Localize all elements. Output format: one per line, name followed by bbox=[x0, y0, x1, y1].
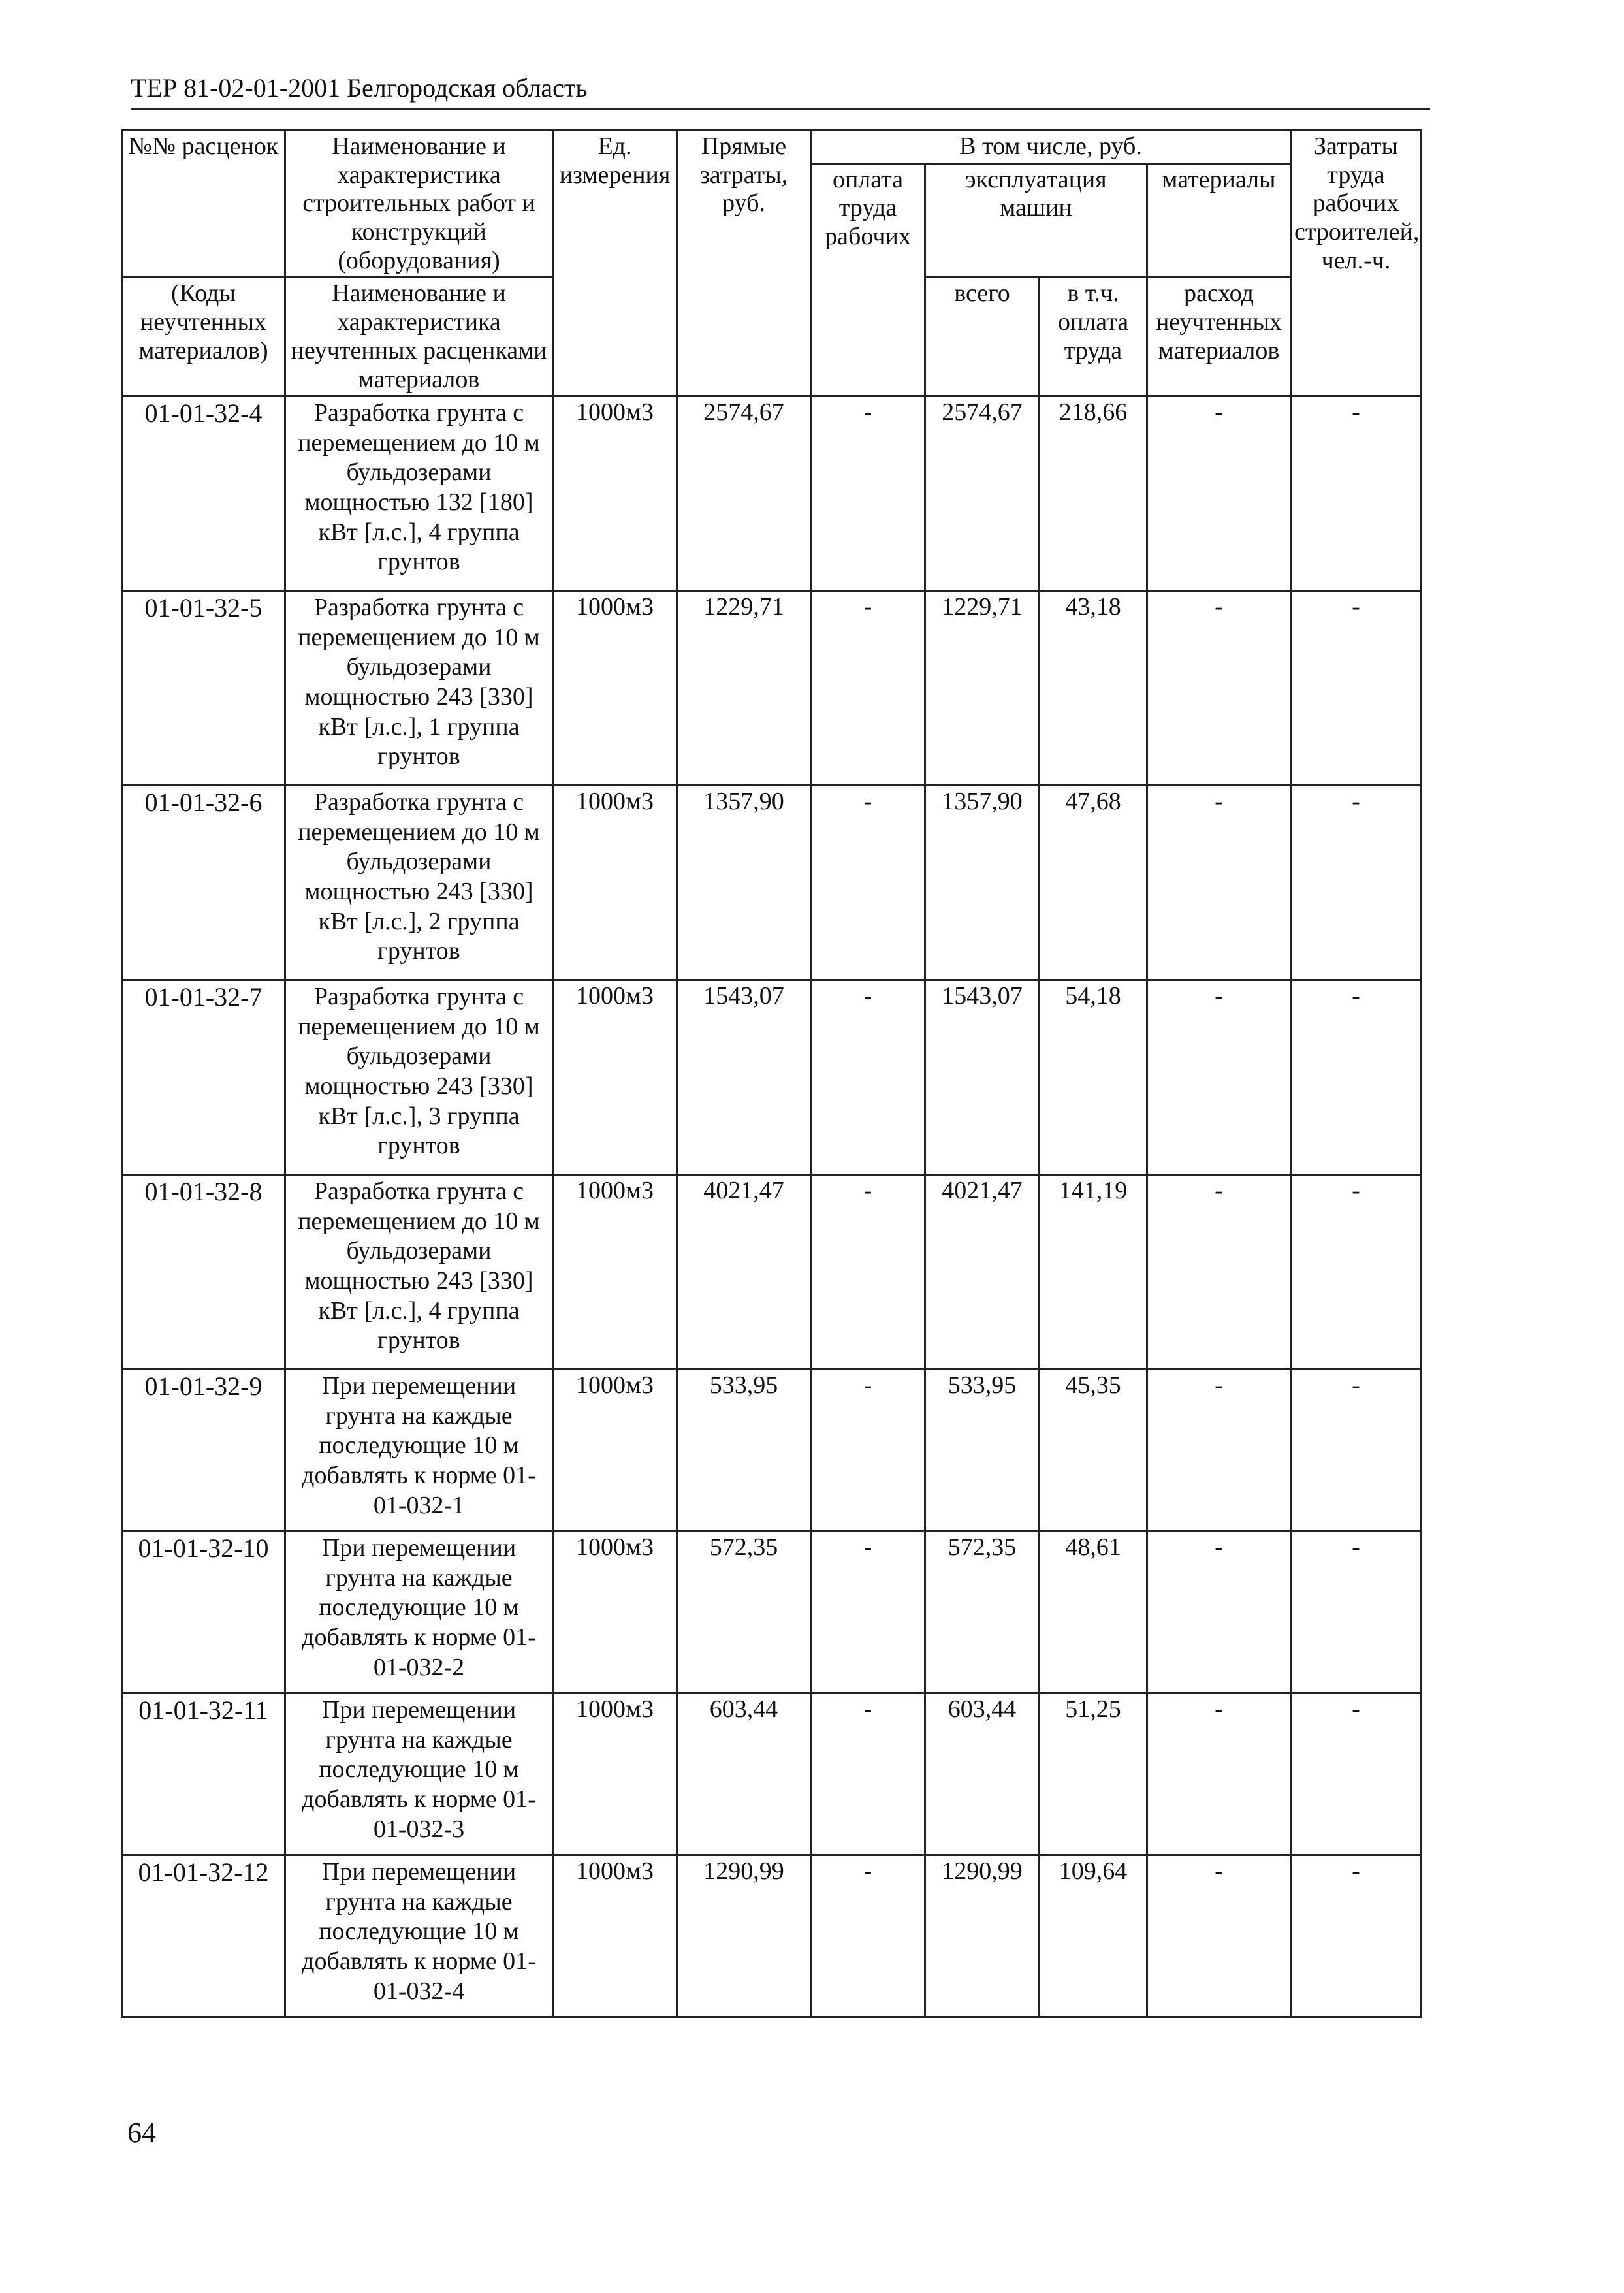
machines-wage: 45,35 bbox=[1040, 1370, 1147, 1531]
header-labor-costs: Затраты труда рабочих строителей, чел.-ч. bbox=[1291, 131, 1422, 396]
materials: - bbox=[1147, 1531, 1291, 1693]
materials: - bbox=[1147, 591, 1291, 786]
materials: - bbox=[1147, 1175, 1291, 1370]
rate-code: 01-01-32-4 bbox=[122, 396, 285, 591]
table-row bbox=[122, 1370, 1422, 1531]
rate-code: 01-01-32-7 bbox=[122, 980, 285, 1175]
rate-code: 01-01-32-11 bbox=[122, 1693, 285, 1855]
table-row bbox=[122, 1531, 1422, 1693]
materials: - bbox=[1147, 1370, 1291, 1531]
header-code: №№ расценок bbox=[122, 131, 285, 278]
header-worker-wage: оплата труда рабочих bbox=[811, 163, 925, 396]
rate-code: 01-01-32-5 bbox=[122, 591, 285, 786]
machines-wage: 51,25 bbox=[1040, 1693, 1147, 1855]
table-row bbox=[122, 1693, 1422, 1855]
machines-wage: 54,18 bbox=[1040, 980, 1147, 1175]
unit: 1000м3 bbox=[553, 1855, 677, 2017]
worker-wage: - bbox=[811, 786, 925, 980]
labor-costs: - bbox=[1291, 1693, 1422, 1855]
header-row-1 bbox=[122, 131, 1422, 164]
rate-description: При перемещении грунта на каждые последующие 10 м добавлять к норме 01-01-032-2 bbox=[285, 1531, 553, 1693]
worker-wage: - bbox=[811, 1370, 925, 1531]
labor-costs: - bbox=[1291, 1531, 1422, 1693]
rate-code: 01-01-32-6 bbox=[122, 786, 285, 980]
machines-total: 2574,67 bbox=[925, 396, 1040, 591]
unit: 1000м3 bbox=[553, 1531, 677, 1693]
machines-wage: 47,68 bbox=[1040, 786, 1147, 980]
materials: - bbox=[1147, 1855, 1291, 2017]
materials: - bbox=[1147, 786, 1291, 980]
direct-costs: 603,44 bbox=[677, 1693, 811, 1855]
machines-total: 1290,99 bbox=[925, 1855, 1040, 2017]
machines-wage: 48,61 bbox=[1040, 1531, 1147, 1693]
rate-code: 01-01-32-8 bbox=[122, 1175, 285, 1370]
labor-costs: - bbox=[1291, 1370, 1422, 1531]
table-row bbox=[122, 396, 1422, 591]
unit: 1000м3 bbox=[553, 1693, 677, 1855]
worker-wage: - bbox=[811, 1855, 925, 2017]
worker-wage: - bbox=[811, 591, 925, 786]
header-unit: Ед. измерения bbox=[553, 131, 677, 396]
direct-costs: 533,95 bbox=[677, 1370, 811, 1531]
unit: 1000м3 bbox=[553, 591, 677, 786]
machines-wage: 218,66 bbox=[1040, 396, 1147, 591]
machines-total: 572,35 bbox=[925, 1531, 1040, 1693]
machines-total: 603,44 bbox=[925, 1693, 1040, 1855]
header-machines-total: всего bbox=[925, 278, 1040, 396]
rate-description: Разработка грунта с перемещением до 10 м бульдозерами мощностью 243 [330] кВт [л.с.], 4 группа грунтов bbox=[285, 1175, 553, 1370]
worker-wage: - bbox=[811, 1531, 925, 1693]
rates-table bbox=[121, 129, 1422, 2018]
unit: 1000м3 bbox=[553, 980, 677, 1175]
machines-total: 1543,07 bbox=[925, 980, 1040, 1175]
machines-total: 533,95 bbox=[925, 1370, 1040, 1531]
materials: - bbox=[1147, 1693, 1291, 1855]
labor-costs: - bbox=[1291, 396, 1422, 591]
materials: - bbox=[1147, 396, 1291, 591]
worker-wage: - bbox=[811, 980, 925, 1175]
labor-costs: - bbox=[1291, 1175, 1422, 1370]
worker-wage: - bbox=[811, 396, 925, 591]
rate-description: При перемещении грунта на каждые последующие 10 м добавлять к норме 01-01-032-3 bbox=[285, 1693, 553, 1855]
rate-description: Разработка грунта с перемещением до 10 м бульдозерами мощностью 243 [330] кВт [л.с.], 2 группа грунтов bbox=[285, 786, 553, 980]
machines-wage: 109,64 bbox=[1040, 1855, 1147, 2017]
page-number: 64 bbox=[127, 2117, 156, 2149]
table-row bbox=[122, 980, 1422, 1175]
unit: 1000м3 bbox=[553, 786, 677, 980]
machines-wage: 141,19 bbox=[1040, 1175, 1147, 1370]
table-row bbox=[122, 1175, 1422, 1370]
labor-costs: - bbox=[1291, 786, 1422, 980]
direct-costs: 1357,90 bbox=[677, 786, 811, 980]
direct-costs: 1290,99 bbox=[677, 1855, 811, 2017]
table-row bbox=[122, 786, 1422, 980]
worker-wage: - bbox=[811, 1175, 925, 1370]
rate-code: 01-01-32-12 bbox=[122, 1855, 285, 2017]
labor-costs: - bbox=[1291, 980, 1422, 1175]
header-unaccounted-name: Наименование и характеристика неучтенных расценками материалов bbox=[285, 278, 553, 396]
unit: 1000м3 bbox=[553, 1370, 677, 1531]
header-unaccounted-codes: (Коды неучтенных материалов) bbox=[122, 278, 285, 396]
direct-costs: 2574,67 bbox=[677, 396, 811, 591]
header-direct-costs: Прямые затраты, руб. bbox=[677, 131, 811, 396]
materials: - bbox=[1147, 980, 1291, 1175]
rate-description: При перемещении грунта на каждые последующие 10 м добавлять к норме 01-01-032-4 bbox=[285, 1855, 553, 2017]
rate-code: 01-01-32-9 bbox=[122, 1370, 285, 1531]
labor-costs: - bbox=[1291, 1855, 1422, 2017]
unit: 1000м3 bbox=[553, 396, 677, 591]
table-row bbox=[122, 1855, 1422, 2017]
machines-wage: 43,18 bbox=[1040, 591, 1147, 786]
page-header bbox=[131, 69, 1430, 110]
direct-costs: 1543,07 bbox=[677, 980, 811, 1175]
header-including: В том числе, руб. bbox=[811, 131, 1291, 164]
table-row bbox=[122, 591, 1422, 786]
unit: 1000м3 bbox=[553, 1175, 677, 1370]
direct-costs: 1229,71 bbox=[677, 591, 811, 786]
machines-total: 4021,47 bbox=[925, 1175, 1040, 1370]
header-unaccounted-materials: расход неучтенных материалов bbox=[1147, 278, 1291, 396]
document-title: ТЕР 81-02-01-2001 Белгородская область bbox=[131, 73, 588, 103]
header-name: Наименование и характеристика строительных работ и конструкций (оборудования) bbox=[285, 131, 553, 278]
rate-description: Разработка грунта с перемещением до 10 м бульдозерами мощностью 132 [180] кВт [л.с.], 4 группа грунтов bbox=[285, 396, 553, 591]
worker-wage: - bbox=[811, 1693, 925, 1855]
header-materials: материалы bbox=[1147, 163, 1291, 278]
direct-costs: 572,35 bbox=[677, 1531, 811, 1693]
rate-description: Разработка грунта с перемещением до 10 м бульдозерами мощностью 243 [330] кВт [л.с.], 3 группа грунтов bbox=[285, 980, 553, 1175]
rate-description: Разработка грунта с перемещением до 10 м бульдозерами мощностью 243 [330] кВт [л.с.], 1 группа грунтов bbox=[285, 591, 553, 786]
header-machines-wage: в т.ч. оплата труда bbox=[1040, 278, 1147, 396]
machines-total: 1357,90 bbox=[925, 786, 1040, 980]
direct-costs: 4021,47 bbox=[677, 1175, 811, 1370]
machines-total: 1229,71 bbox=[925, 591, 1040, 786]
rate-description: При перемещении грунта на каждые последующие 10 м добавлять к норме 01-01-032-1 bbox=[285, 1370, 553, 1531]
header-machine-operation: эксплуатация машин bbox=[925, 163, 1147, 278]
rate-code: 01-01-32-10 bbox=[122, 1531, 285, 1693]
labor-costs: - bbox=[1291, 591, 1422, 786]
